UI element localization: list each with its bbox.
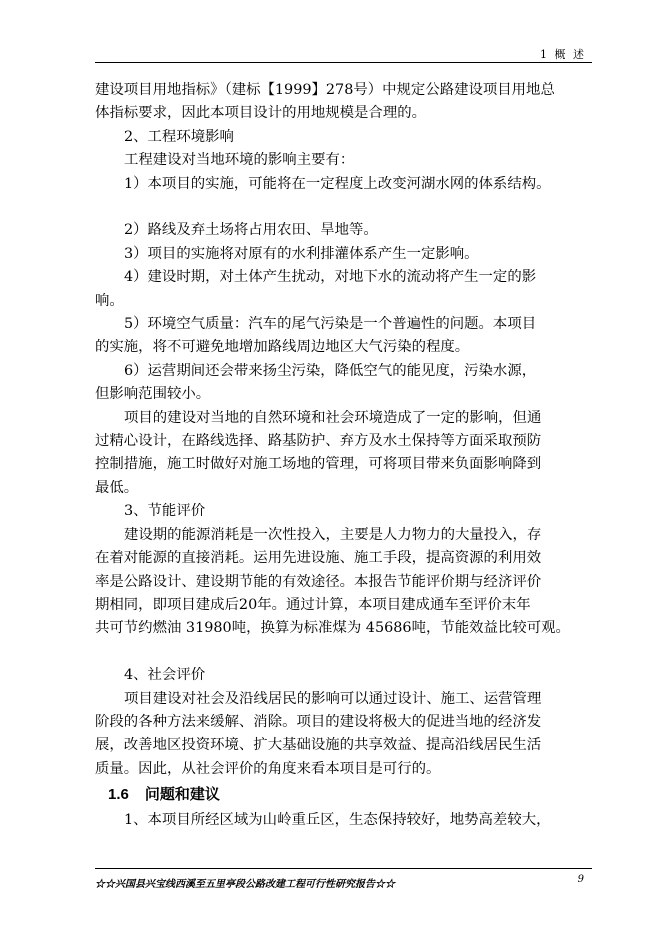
text-line: 5）环境空气质量：汽车的尾气污染是一个普遍性的问题。本项目 <box>124 316 537 333</box>
text-line: 6）运营期间还会带来扬尘污染，降低空气的能见度，污染水源， <box>124 362 537 379</box>
text-line: 3）项目的实施将对原有的水利排灌体系产生一定影响。 <box>124 245 479 262</box>
text-line: 期相同，即项目建成后20年。通过计算，本项目建成通车至评价末年 <box>95 596 531 613</box>
section-title: 问题和建议 <box>144 786 220 804</box>
text-line: 1）本项目的实施，可能将在一定程度上改变河湖水网的体系结构。 <box>124 175 551 192</box>
text-line: 展，改善地区投资环境、扩大基础设施的共享效益、提高沿线居民生活 <box>95 737 542 754</box>
page-header <box>95 40 592 63</box>
text-line: 最低。 <box>95 479 139 496</box>
text-line: 响。 <box>95 292 124 309</box>
text-line: 率是公路设计、建设期节能的有效途径。本报告节能评价期与经济评价 <box>95 573 542 590</box>
blank-line <box>95 641 587 664</box>
chapter-title: 1 概 述 <box>540 48 586 61</box>
section-number: 1.6 <box>108 786 129 804</box>
text-line: 体指标要求，因此本项目设计的用地规模是合理的。 <box>95 105 426 122</box>
document-body <box>95 79 587 833</box>
text-line: 过精心设计，在路线选择、路基防护、弃方及水土保持等方面采取预防 <box>95 433 542 450</box>
blank-line <box>95 196 587 219</box>
text-line: 控制措施，施工时做好对施工场地的管理，可将项目带来负面影响降到 <box>95 456 542 473</box>
text-line: 2）路线及弃土场将占用农田、旱地等。 <box>124 222 378 239</box>
page-number: 9 <box>577 874 584 885</box>
text-line: 在着对能源的直接消耗。运用先进设施、施工手段，提高资源的利用效 <box>95 550 542 567</box>
subheading-social: 4、社会评价 <box>124 667 206 684</box>
text-line: 项目建设对社会及沿线居民的影响可以通过设计、施工、运营管理 <box>124 690 542 707</box>
text-line: 建设项目用地指标》（建标【1999】278号）中规定公路建设项目用地总 <box>95 82 555 98</box>
text-line: 1、本项目所经区域为山岭重丘区，生态保持较好，地势高差较大， <box>124 812 551 829</box>
text-line: 共可节约燃油 31980吨，换算为标准煤为 45686吨，节能效益比较可观。 <box>95 620 570 637</box>
text-line: 的实施，将不可避免地增加路线周边地区大气污染的程度。 <box>95 339 470 356</box>
report-title: ☆☆兴国县兴宝线西溪至五里亭段公路改建工程可行性研究报告☆☆ <box>95 879 395 890</box>
text-line: 建设期的能源消耗是一次性投入，主要是人力物力的大量投入，存 <box>124 526 542 543</box>
page-footer <box>95 868 592 890</box>
text-line: 但影响范围较小。 <box>95 386 211 403</box>
text-line: 阶段的各种方法来缓解、消除。项目的建设将极大的促进当地的经济发 <box>95 713 542 730</box>
text-line: 质量。因此，从社会评价的角度来看本项目是可行的。 <box>95 760 441 777</box>
text-line: 4）建设时期，对土体产生扰动，对地下水的流动将产生一定的影 <box>124 269 537 286</box>
subheading-energy: 3、节能评价 <box>124 503 206 520</box>
subheading-environment: 2、工程环境影响 <box>124 128 234 145</box>
text-line: 工程建设对当地环境的影响主要有： <box>124 152 355 169</box>
section-heading <box>95 781 587 809</box>
text-line: 项目的建设对当地的自然环境和社会环境造成了一定的影响，但通 <box>124 409 542 426</box>
